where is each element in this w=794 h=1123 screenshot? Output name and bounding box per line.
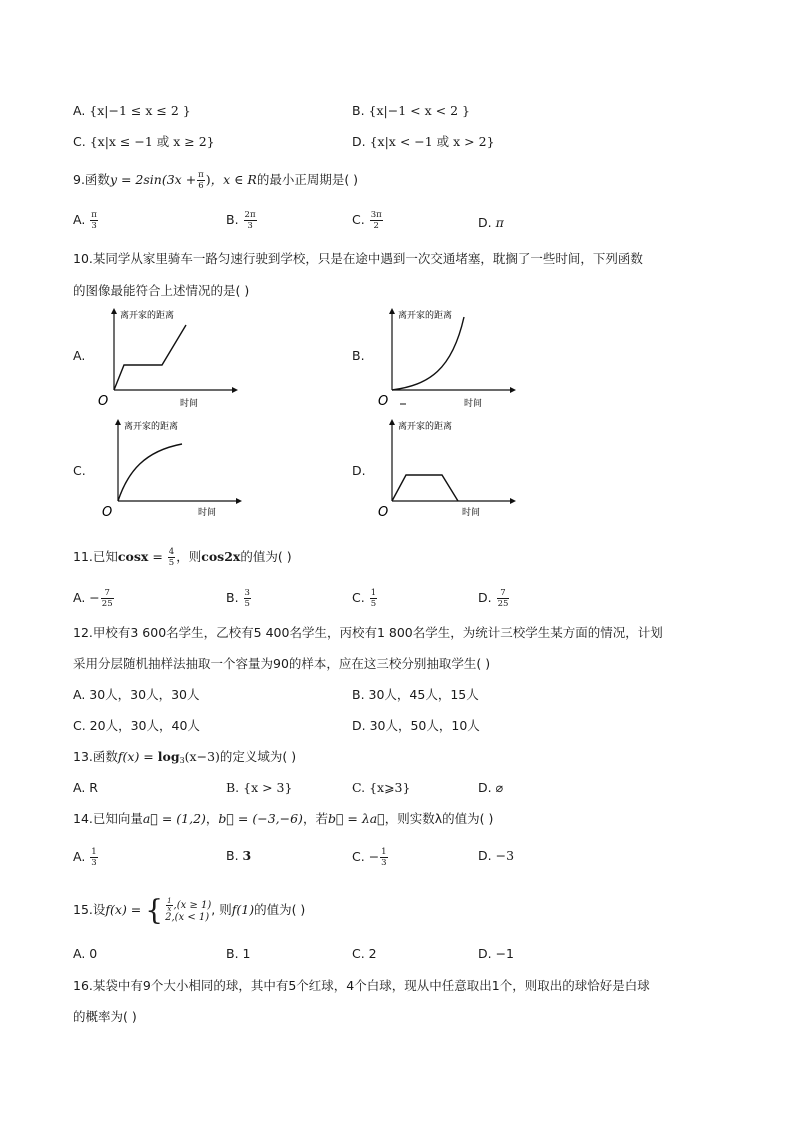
q10-graph-a-xlabel: 时间 (180, 399, 199, 409)
q8-option-a[interactable]: A. {x|−1 ≤ x ≤ 2 } (73, 103, 191, 118)
q15-option-b[interactable]: B. 1 (226, 946, 251, 961)
q10-graph-b-ylabel: 离开家的距离 (398, 311, 453, 321)
q10-graph-c[interactable] (100, 416, 250, 524)
q12-option-b[interactable]: B. 30人，45人，15人 (352, 687, 479, 702)
q9-option-a[interactable]: A. $\frac{\pi}{3}$ (73, 210, 97, 231)
q10-graph-a-curve (114, 325, 186, 390)
q10-graph-d-ylabel: 离开家的距离 (398, 422, 453, 432)
q10-stem-line2: 的图像最能符合上述情况的是( ) (73, 283, 250, 298)
q13-option-b[interactable]: B. {x > 3} (226, 780, 293, 795)
q10-graph-c-curve (118, 444, 182, 501)
q11-option-d[interactable]: D. $\frac{7}{25}$ (478, 588, 509, 609)
q14-stem: 14.已知向量a⃗ = (1,2)，b⃗ = (−3,−6)，若b⃗ = λa⃗，则实数λ的值为( ) (73, 811, 494, 826)
q9-option-b[interactable]: B. $\frac{2\pi}{3}$ (226, 210, 256, 231)
q10-option-d-label[interactable]: D. (352, 463, 366, 478)
q10-graph-a[interactable] (96, 305, 246, 413)
q13-option-c[interactable]: C. {x⩾3} (352, 780, 411, 795)
q9-option-d[interactable]: D. π (478, 215, 504, 230)
q10-graph-b[interactable] (374, 305, 524, 413)
q10-graph-d[interactable] (374, 416, 524, 524)
q11-option-a[interactable]: A. − $\frac{7}{25}$ (73, 588, 113, 609)
q14-option-c[interactable]: C. − $\frac{1}{3}$ (352, 847, 387, 868)
q10-graph-d-origin: O (378, 505, 389, 520)
q13-option-a[interactable]: A. R (73, 780, 98, 795)
q10-graph-a-ylabel: 离开家的距离 (120, 311, 175, 321)
q10-graph-c-origin: O (102, 505, 113, 520)
q14-option-b[interactable]: B. 3 (226, 848, 252, 863)
q10-option-c-label[interactable]: C. (73, 463, 86, 478)
q10-option-b-label[interactable]: B. (352, 348, 365, 363)
q15-piecewise: $\frac{1}{x}$ ,(x ≥ 1) 2,(x < 1) (165, 897, 212, 923)
q12-option-d[interactable]: D. 30人，50人，10人 (352, 718, 480, 733)
q16-stem-line1: 16.某袋中有9个大小相同的球，其中有5个红球，4个白球，现从中任意取出1个，则取出的球恰好是白球 (73, 978, 650, 993)
q8-option-b[interactable]: B. {x|−1 < x < 2 } (352, 103, 470, 118)
q10-option-a-label[interactable]: A. (73, 348, 86, 363)
q15-option-a[interactable]: A. 0 (73, 946, 98, 961)
q10-graph-c-ylabel: 离开家的距离 (124, 422, 179, 432)
q9-option-c[interactable]: C. $\frac{3\pi}{2}$ (352, 210, 382, 231)
q10-stem-line1: 10.某同学从家里骑车一路匀速行驶到学校，只是在途中遇到一次交通堵塞，耽搁了一些时间，下列函数 (73, 251, 643, 266)
q15-option-c[interactable]: C. 2 (352, 946, 377, 961)
q10-graph-b-xlabel: 时间 (464, 399, 483, 409)
q16-stem-line2: 的概率为( ) (73, 1009, 137, 1024)
q8-option-c[interactable]: C. {x|x ≤ −1 或 x ≥ 2} (73, 134, 215, 149)
q10-graph-b-curve (392, 317, 464, 390)
q11-stem: 11.已知cosx = $\frac{4}{5}$ ，则cos2x的值为( ) (73, 547, 292, 568)
q13-stem: 13.函数$f(x) = \log_3(x-3)$的定义域为( ) (73, 749, 297, 765)
q15-stem: 15.设f(x) = { $\frac{1}{x}$ ,(x ≥ 1) 2,(x < 1) , 则f(1)的值为( ) (73, 893, 306, 927)
q10-graph-d-xlabel: 时间 (462, 508, 481, 518)
q12-option-c[interactable]: C. 20人，30人，40人 (73, 718, 200, 733)
q11-option-b[interactable]: B. $\frac{3}{5}$ (226, 588, 250, 609)
q10-graph-d-curve (392, 475, 458, 501)
q15-option-d[interactable]: D. −1 (478, 946, 514, 961)
q12-stem-line2: 采用分层随机抽样法抽取一个容量为90的样本，应在这三校分别抽取学生( ) (73, 656, 491, 671)
q12-option-a[interactable]: A. 30人，30人，30人 (73, 687, 200, 702)
q8-option-d[interactable]: D. {x|x < −1 或 x > 2} (352, 134, 495, 149)
q11-option-c[interactable]: C. $\frac{1}{5}$ (352, 588, 377, 609)
q9-fraction: $\frac{\pi}{6}$ (198, 170, 204, 191)
q10-graph-c-xlabel: 时间 (198, 508, 217, 518)
q14-option-d[interactable]: D. −3 (478, 848, 515, 863)
q13-option-d[interactable]: D. ⌀ (478, 780, 504, 795)
q10-graph-a-origin: O (98, 394, 109, 409)
q12-stem-line1: 12.甲校有3 600名学生，乙校有5 400名学生，丙校有1 800名学生，为统计三校学生某方面的情况，计划 (73, 625, 663, 640)
q9-stem: 9.函数y = 2sin(3x + $\frac{\pi}{6}$ )，x ∈ R的最小正周期是( ) (73, 170, 359, 191)
q10-graph-b-origin: O (378, 394, 389, 409)
q14-option-a[interactable]: A. $\frac{1}{3}$ (73, 847, 97, 868)
